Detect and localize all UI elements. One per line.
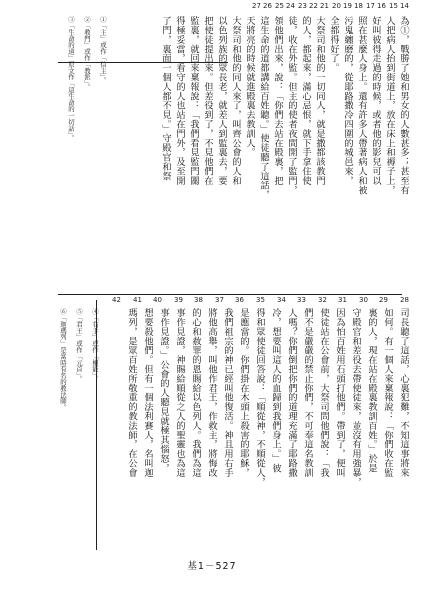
top-text-column: 大祭司和他的一切同人，就是撒都該教門 <box>314 16 325 186</box>
bottom-verse-number: 28 <box>400 296 409 304</box>
bottom-text-column: 將他高舉，叫他作君王，作救主，將悔改 <box>206 308 217 478</box>
bottom-text-column: 的心和赦罪的恩賜給以色列人。我們為這 <box>190 308 201 478</box>
top-verse-number: 21 <box>320 2 329 10</box>
top-text-column: 徒，收在外監。但主的使者夜間開了監門， <box>286 16 297 195</box>
bottom-verse-number: 38 <box>194 296 203 304</box>
bottom-text-column: 使徒站在公會前，大祭司問他們說：「我 <box>318 308 329 478</box>
top-text-column: 這生命的道都講給百姓聽。」使徒聽了這話， <box>258 16 269 200</box>
bottom-note: ⑥「迦瑪列」是當時有名的教法師。 <box>59 308 67 411</box>
top-text-column: 得極妥當，看守的人也站在門外，及至開 <box>174 16 185 186</box>
top-notes <box>0 0 424 290</box>
bottom-verse-number: 31 <box>338 296 347 304</box>
bottom-verse-number: 30 <box>359 296 368 304</box>
top-verse-number: 15 <box>389 2 398 10</box>
top-text-column: 為①，戰勝了她和男女的人數甚多；甚至有 <box>398 16 409 195</box>
top-text-column: 了門，裏面一個人都不見。」守殿官和祭 <box>160 16 171 181</box>
top-note: ②「教門」或作「教派」。 <box>83 16 91 90</box>
top-verse-number: 24 <box>286 2 295 10</box>
top-verse-number: 23 <box>298 2 307 10</box>
top-note: ①「主」或作「信主」。 <box>99 16 107 84</box>
top-verse-number: 20 <box>332 2 341 10</box>
bottom-verse-number: 40 <box>153 296 162 304</box>
bottom-text-column: 是應當的。你們掛在木頭上殺害的耶穌， <box>238 308 249 478</box>
bottom-verse-number: 39 <box>174 296 183 304</box>
top-text-column: 全都得好了。 <box>328 16 339 73</box>
bottom-verse-number: 42 <box>112 296 121 304</box>
bottom-text-block <box>0 294 424 554</box>
bottom-notes-divider <box>96 300 97 550</box>
top-verse-number: 22 <box>309 2 318 10</box>
top-verse-number: 16 <box>377 2 386 10</box>
bottom-verse-number: 35 <box>256 296 265 304</box>
top-verse-number: 14 <box>400 2 409 10</box>
top-text-column: 人把病人抬到街道上，放在床上和褥子上， <box>384 16 395 195</box>
bottom-text-column: 司長聽了這話，心裏犯難，不知這事將來 <box>398 308 409 478</box>
bottom-verse-number: 32 <box>318 296 327 304</box>
page-number: 基1－527 <box>187 561 237 572</box>
bottom-text-column: 冷，想要叫這人的血歸到我們身上。」彼 <box>270 308 281 473</box>
bottom-text-column: 守殿官和差役去帶使徒來，並沒有用強暴， <box>350 308 361 487</box>
bottom-text-column: 得和眾使徒回答說：「順從神，不順從人， <box>254 308 265 487</box>
top-text-column: 好叫彼得走過的時候，或者他的影兒可以 <box>370 16 381 186</box>
bottom-text-column: 事作見證，神賜給順從之人的聖靈也為這 <box>174 308 185 478</box>
bottom-notes <box>0 294 424 554</box>
top-notes-divider <box>58 62 228 63</box>
bottom-verse-number: 41 <box>133 296 142 304</box>
top-text-column: 大祭司和他的同人來了，叫齊公會的人和 <box>230 16 241 186</box>
top-text-column: 天將亮的時候就進殿裏去教訓人。 <box>244 16 255 157</box>
top-text-column: 照在甚麼人身上。還有許多人帶著病人和被 <box>356 16 367 195</box>
bottom-verse-number: 36 <box>235 296 244 304</box>
bottom-text-column: 想要殺他們。但有一個法利賽人，名叫迦 <box>142 308 153 478</box>
top-verse-number: 25 <box>275 2 284 10</box>
top-text-block <box>0 0 424 290</box>
bottom-text-column: 因為怕百姓用石頭打他們。帶到了，便叫 <box>334 308 345 478</box>
top-verse-number: 27 <box>252 2 261 10</box>
bottom-text-column: 如何。有一個人來稟報說：「你們收在監 <box>382 308 393 478</box>
bottom-text-column: 瑪列，是眾百姓所敬重的教法師，在公會 <box>126 308 137 478</box>
top-verse-number: 18 <box>354 2 363 10</box>
bottom-text-column: 們不是嚴嚴的禁止你們，不可奉這名教訓 <box>302 308 313 478</box>
top-note: ③「生命的道」原文作「這生命的一切話」。 <box>67 16 75 141</box>
bottom-verse-number: 37 <box>215 296 224 304</box>
bottom-note: ⑤「君王」或作「元首」。 <box>75 308 83 382</box>
top-text-column: 的人，都起來，滿心忌恨，就下手拿住使 <box>300 16 311 186</box>
top-text-column: 把使徒提出來。但差役到了，不見他們在 <box>202 16 213 186</box>
bottom-text-column: 事作見證。」公會的人聽見就極其惱怒， <box>158 308 169 473</box>
top-verse-number: 26 <box>263 2 272 10</box>
bottom-text-column: 裏的人，現在站在殿裏教訓百姓。」於是 <box>366 308 377 473</box>
top-text-column: 監裏，就回來稟報說：「我們看見監門關 <box>188 16 199 186</box>
bottom-verse-number: 33 <box>297 296 306 304</box>
bottom-note: ④「右手」或作「權能」。 <box>91 308 99 382</box>
top-text-column: 領他們出來，說：「你們去站在殿裏，把 <box>272 16 283 186</box>
top-text-column: 以色列族的眾長老，就差人到監裏去，要 <box>216 16 227 186</box>
top-verse-number: 17 <box>366 2 375 10</box>
bottom-text-column: 我們祖宗的神已經叫他復活。神且用右手 <box>222 308 233 478</box>
top-text-column: 污鬼纏磨的，從耶路撒冷四圍的城邑來， <box>342 16 353 186</box>
top-verse-number: 19 <box>343 2 352 10</box>
bottom-verse-number: 29 <box>379 296 388 304</box>
bottom-text-column: 人嗎？你們倒把你們的道理充滿了耶路撒 <box>286 308 297 478</box>
bottom-verse-number: 34 <box>277 296 286 304</box>
